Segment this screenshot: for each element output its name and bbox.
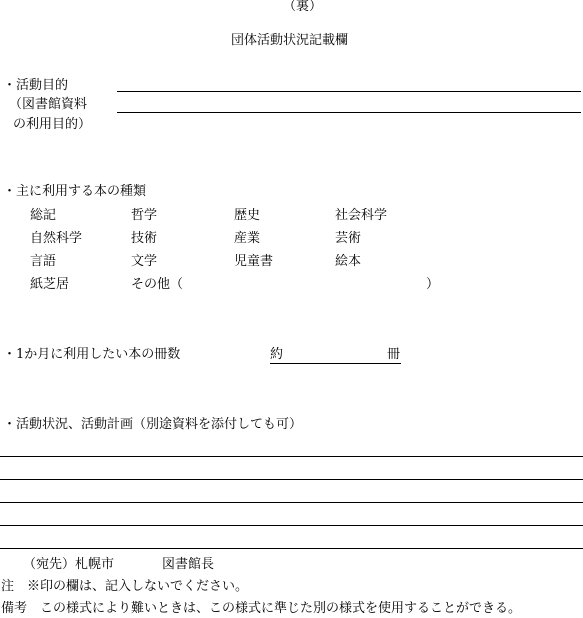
book-type-natural-science: 自然科学 bbox=[30, 231, 83, 246]
book-types-label: ・主に利用する本の種類 bbox=[3, 184, 147, 199]
book-type-history: 歴史 bbox=[234, 208, 261, 223]
activity-input-line-5[interactable] bbox=[0, 548, 583, 549]
book-type-art: 芸術 bbox=[335, 231, 362, 246]
book-type-social-science: 社会科学 bbox=[335, 208, 388, 223]
book-type-literature: 文学 bbox=[131, 254, 158, 269]
book-type-children: 児童書 bbox=[234, 254, 274, 269]
book-type-other-open: その他（ bbox=[131, 277, 184, 292]
back-side-label: （裏） bbox=[283, 0, 323, 14]
purpose-sub-label-2: の利用目的） bbox=[13, 117, 92, 132]
purpose-label: ・活動目的 bbox=[3, 78, 69, 93]
book-type-language: 言語 bbox=[30, 254, 57, 269]
book-type-philosophy: 哲学 bbox=[131, 208, 158, 223]
book-type-industry: 産業 bbox=[234, 231, 261, 246]
monthly-unit-label: 冊 bbox=[387, 347, 401, 362]
note-text: 注 ※印の欄は、記入しないでください。 bbox=[1, 579, 249, 594]
library-chief-label: 図書館長 bbox=[162, 557, 215, 572]
purpose-sub-label-1: （図書館資料 bbox=[9, 97, 88, 112]
purpose-input-line-1[interactable] bbox=[117, 91, 581, 92]
activity-input-line-2[interactable] bbox=[0, 479, 583, 480]
activity-input-line-1[interactable] bbox=[0, 456, 583, 457]
activity-input-line-3[interactable] bbox=[0, 502, 583, 503]
activity-input-line-4[interactable] bbox=[0, 525, 583, 526]
addressee-label: （宛先）札幌市 bbox=[23, 557, 115, 572]
book-type-other-input[interactable] bbox=[182, 276, 422, 294]
page-title: 団体活動状況記載欄 bbox=[231, 33, 349, 48]
book-type-picture-book: 絵本 bbox=[335, 254, 362, 269]
book-type-other-close: ） bbox=[426, 277, 440, 292]
monthly-books-label: ・1か月に利用したい本の冊数 bbox=[3, 347, 181, 362]
monthly-books-field[interactable] bbox=[270, 348, 401, 364]
book-type-general: 総記 bbox=[30, 208, 57, 223]
remark-text: 備考 この様式により難いときは、この様式に準じた別の様式を使用することができる。 bbox=[1, 601, 522, 616]
monthly-approx-label: 約 bbox=[270, 347, 284, 362]
book-type-technology: 技術 bbox=[131, 231, 158, 246]
activity-label: ・活動状況、活動計画（別途資料を添付しても可） bbox=[3, 417, 303, 432]
book-type-kamishibai: 紙芝居 bbox=[30, 277, 70, 292]
purpose-input-line-2[interactable] bbox=[117, 112, 581, 113]
